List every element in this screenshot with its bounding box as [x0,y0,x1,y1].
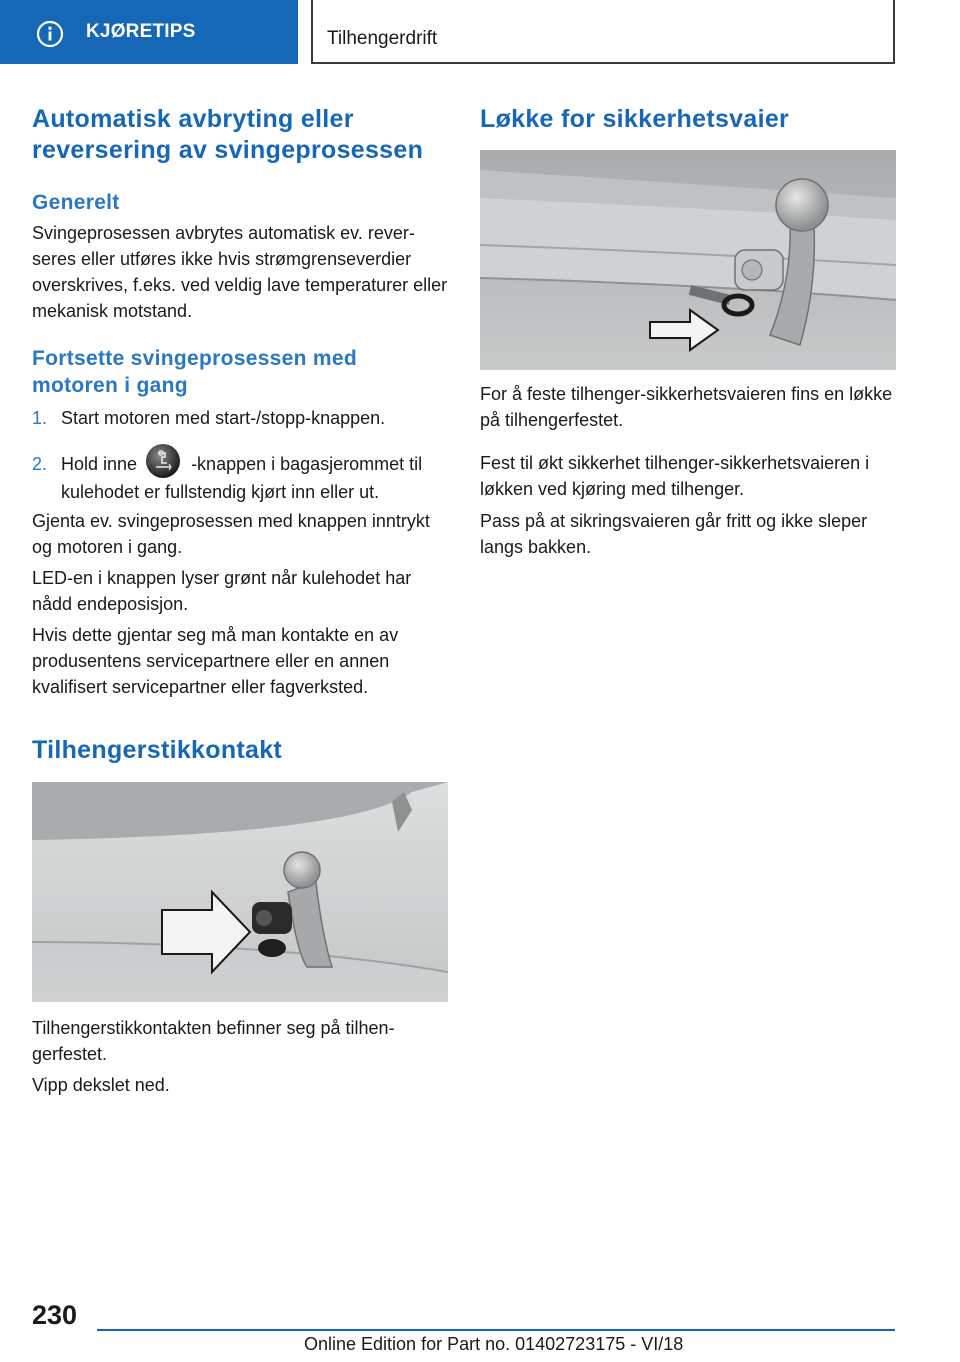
list-item [32,451,448,505]
safety-cable-loop-image [480,150,896,370]
heading-safety-loop: Løkke for sikkerhetsvaier [480,105,790,133]
step-text-after: -knappen i bagasjerommet til kulehodet er fullstendig kjørt inn eller ut. [61,454,423,503]
paragraph-repeat: Gjenta ev. svingeprosessen med knappen inntrykt og motoren i gang. [32,511,430,558]
paragraph-attach-cable: Fest til økt sikkerhet tilhenger-sikkerhetsvaieren i løkken ved kjøring med tilhenger. [480,453,870,499]
paragraph-loop-exists: For å feste tilhenger-sikkerhetsvaieren fins en løkke på tilhengerfestet. [480,384,893,430]
heading-socket: Tilhengerstikkontakt [32,736,283,765]
paragraph-contact: Hvis dette gjentar seg må man kontakte en av produsentens servicepartnere eller en annen kvalifisert servicepartner eller fagverksted. [32,625,399,698]
paragraph-general: Svingeprosessen avbrytes automatisk ev. reverseres eller utføres ikke hvis strømgrenseverdier overskrives, f.eks. ved veldig lave temperaturer eller mekanisk motstand. [32,223,448,321]
tow-hitch-socket-image [32,782,448,1002]
section-title: Tilhengerdrift [327,28,438,49]
subheading-general: Generelt [32,191,120,214]
caption-flip-cover: Vipp dekslet ned. [32,1075,170,1096]
paragraph-led: LED-en i knappen lyser grønt når kulehodet har nådd endeposisjon. [32,568,412,615]
socket-illustration [32,782,448,1002]
right-column [480,100,896,560]
tow-hitch-button-icon [145,443,181,479]
safety-loop-illustration [480,150,896,370]
paragraph-cable-free: Pass på at sikringsvaieren går fritt og ikke sleper langs bakken. [480,511,868,557]
caption-socket-location: Tilhengerstikkontakten befinner seg på tilhengerfestet. [32,1018,395,1065]
info-icon [36,20,64,48]
edition-note: Online Edition for Part no. 01402723175 - VI/18 [304,1334,684,1354]
step-text-before: Hold inne [61,454,138,474]
list-item [32,405,448,431]
chapter-label: KJØRETIPS [86,21,196,42]
steps-list [32,405,448,505]
left-column [32,100,448,1098]
step-number: 2. [32,454,48,474]
step-number: 1. [32,408,48,428]
footer-divider [97,1329,895,1331]
step-text: Start motoren med start-/stopp-knappen. [61,408,386,428]
page-number: 230 [32,1300,78,1330]
subheading-continue: Fortsette svingeprosessen med motoren i gang [32,347,357,397]
section-header [311,0,895,64]
heading-automatic-stop: Automatisk avbryting eller reversering av svingeprosessen [32,105,424,164]
chapter-tab[interactable] [0,0,298,64]
